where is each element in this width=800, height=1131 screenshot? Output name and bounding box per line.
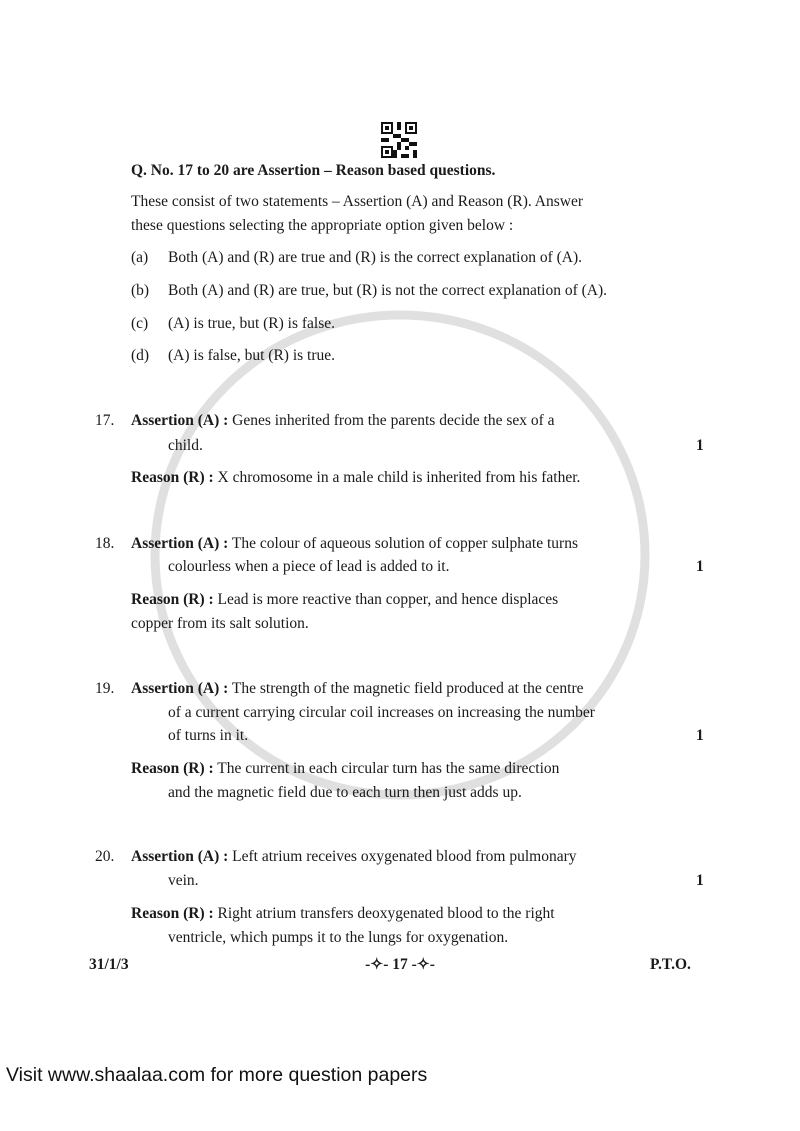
question-number: 17. bbox=[95, 412, 115, 429]
assertion-line: Assertion (A) : The strength of the magnetic field produced at the centre bbox=[131, 680, 584, 697]
option-label: (c) bbox=[131, 315, 149, 332]
assertion-label: Assertion (A) : bbox=[131, 680, 229, 697]
option-text: (A) is true, but (R) is false. bbox=[168, 315, 336, 332]
intro-line: These consist of two statements – Assertion (A) and Reason (R). Answer bbox=[131, 193, 584, 210]
reason-label: Reason (R) : bbox=[131, 760, 214, 777]
assertion-label: Assertion (A) : bbox=[131, 412, 229, 429]
question-number: 19. bbox=[95, 680, 115, 697]
paper-code: 31/1/3 bbox=[89, 956, 129, 973]
marks: 1 bbox=[696, 727, 704, 744]
option-label: (a) bbox=[131, 249, 149, 266]
marks: 1 bbox=[696, 437, 704, 454]
assertion-line: colourless when a piece of lead is added to it. bbox=[168, 558, 450, 575]
assertion-line: Assertion (A) : The colour of aqueous solution of copper sulphate turns bbox=[131, 535, 578, 552]
option-text: Both (A) and (R) are true and (R) is the correct explanation of (A). bbox=[168, 249, 583, 266]
assertion-label: Assertion (A) : bbox=[131, 848, 229, 865]
option-label: (d) bbox=[131, 347, 150, 364]
reason-line: Reason (R) : X chromosome in a male child is inherited from his father. bbox=[131, 469, 581, 486]
assertion-line: child. bbox=[168, 437, 203, 454]
reason-label: Reason (R) : bbox=[131, 905, 214, 922]
assertion-line: of turns in it. bbox=[168, 727, 249, 744]
question-number: 18. bbox=[95, 535, 115, 552]
reason-line: Reason (R) : Lead is more reactive than copper, and hence displaces bbox=[131, 591, 559, 608]
assertion-line: vein. bbox=[168, 872, 199, 889]
reason-line: copper from its salt solution. bbox=[131, 615, 309, 632]
visit-shaalaa-link[interactable]: Visit www.shaalaa.com for more question papers bbox=[6, 1064, 428, 1086]
assertion-line: Assertion (A) : Genes inherited from the parents decide the sex of a bbox=[131, 412, 555, 429]
option-text: (A) is false, but (R) is true. bbox=[168, 347, 336, 364]
pto-label: P.T.O. bbox=[650, 956, 691, 973]
ornament-icon: -✧- bbox=[411, 956, 435, 973]
intro-line: these questions selecting the appropriate option given below : bbox=[131, 217, 514, 234]
marks: 1 bbox=[696, 558, 704, 575]
reason-label: Reason (R) : bbox=[131, 591, 214, 608]
question-number: 20. bbox=[95, 848, 115, 865]
assertion-line: of a current carrying circular coil increases on increasing the number bbox=[168, 704, 595, 721]
reason-line: Reason (R) : Right atrium transfers deoxygenated blood to the right bbox=[131, 905, 555, 922]
qr-code-icon bbox=[381, 122, 417, 158]
assertion-line: Assertion (A) : Left atrium receives oxygenated blood from pulmonary bbox=[131, 848, 577, 865]
option-text: Both (A) and (R) are true, but (R) is not the correct explanation of (A). bbox=[168, 282, 608, 299]
marks: 1 bbox=[696, 872, 704, 889]
section-heading: Q. No. 17 to 20 are Assertion – Reason based questions. bbox=[131, 162, 496, 179]
ornament-icon: -✧- bbox=[365, 956, 389, 973]
reason-line: ventricle, which pumps it to the lungs for oxygenation. bbox=[168, 929, 509, 946]
page-number: -✧- 17 -✧- bbox=[365, 956, 435, 973]
assertion-label: Assertion (A) : bbox=[131, 535, 229, 552]
reason-label: Reason (R) : bbox=[131, 469, 214, 486]
reason-line: Reason (R) : The current in each circular turn has the same direction bbox=[131, 760, 560, 777]
reason-line: and the magnetic field due to each turn then just adds up. bbox=[168, 784, 522, 801]
option-label: (b) bbox=[131, 282, 150, 299]
